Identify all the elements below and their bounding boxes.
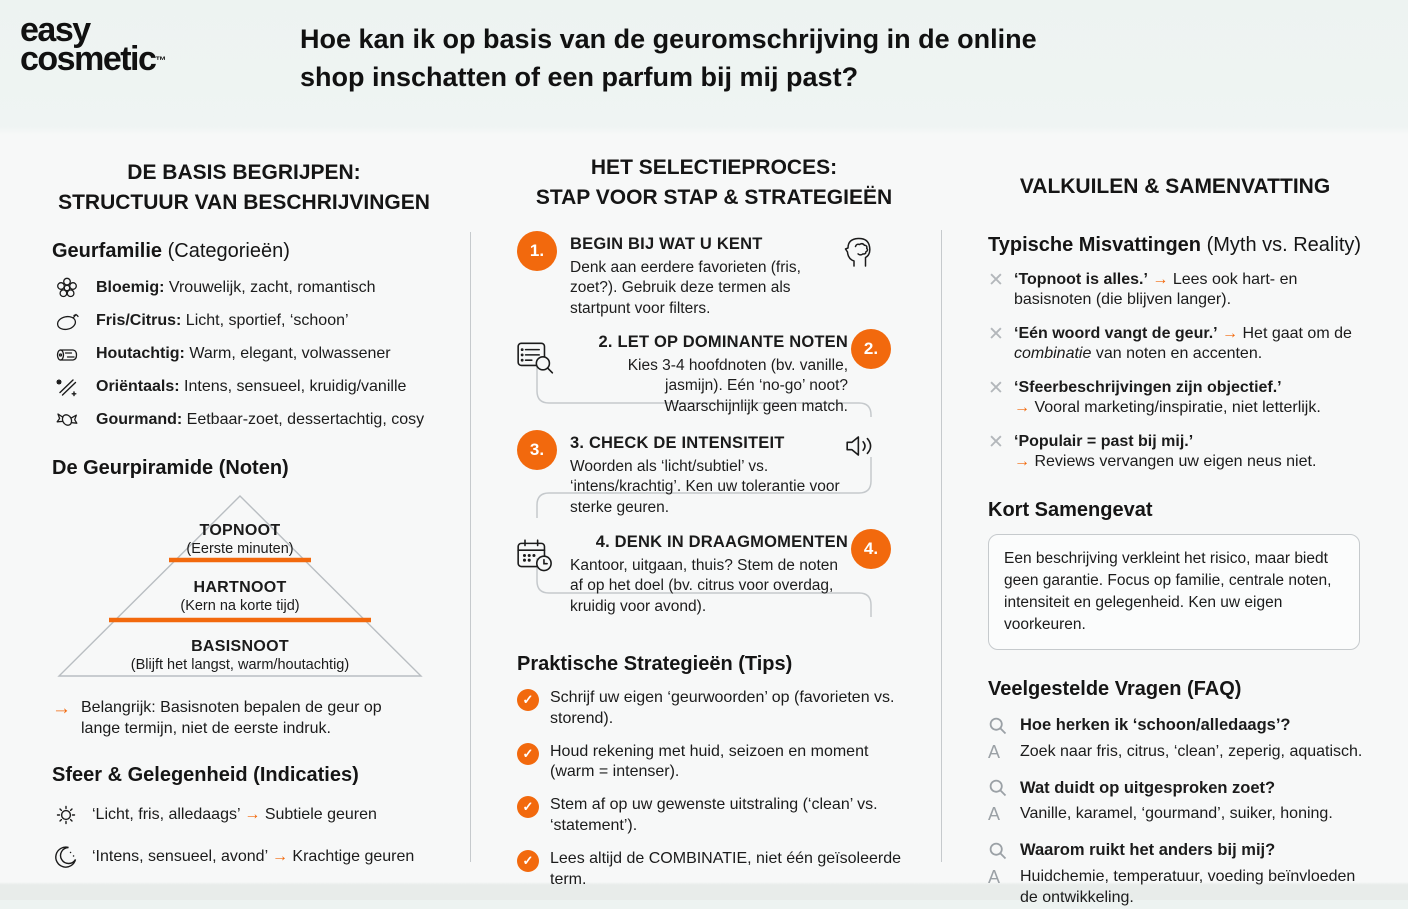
pyramid-base-label: BASISNOOT bbox=[191, 638, 289, 656]
check-icon: ✓ bbox=[517, 743, 539, 765]
list-item bbox=[988, 432, 1370, 473]
list-item bbox=[517, 795, 912, 837]
families-title bbox=[52, 240, 458, 263]
step-1-title: BEGIN BIJ WAT U KENT bbox=[570, 235, 763, 254]
families-title-rest: (Categorieën) bbox=[162, 240, 290, 263]
list-item bbox=[54, 275, 458, 301]
x-icon: ✕ bbox=[988, 270, 1004, 292]
brain-icon bbox=[840, 233, 878, 271]
section-basics bbox=[30, 158, 458, 871]
flower-icon bbox=[54, 275, 84, 301]
list-item bbox=[52, 801, 458, 829]
check-icon: ✓ bbox=[517, 850, 539, 872]
check-icon: ✓ bbox=[517, 689, 539, 711]
tips-title: Praktische Strategieën (Tips) bbox=[517, 653, 793, 676]
log-icon bbox=[54, 341, 84, 367]
page-title bbox=[300, 20, 1200, 97]
families-list bbox=[54, 275, 458, 433]
page-title-line2: shop inschatten of een parfum bij mij past? bbox=[300, 62, 859, 93]
family-item-text: Oriëntaals: Intens, sensueel, kruidig/vanille bbox=[96, 378, 407, 396]
tip-text: Lees altijd de COMBINATIE, niet één geïsoleerde term. bbox=[550, 849, 901, 888]
step-3 bbox=[570, 434, 848, 518]
myth-text: ‘Sfeerbeschrijvingen zijn objectief.’ → Vooral marketing/inspiratie, niet letterlijk. bbox=[1014, 378, 1321, 417]
important-note bbox=[52, 698, 402, 740]
sfeer-item-text: ‘Licht, fris, alledaags’ → Subtiele geuren bbox=[92, 805, 377, 823]
family-item-text: Gourmand: Eetbaar-zoet, dessertachtig, cosy bbox=[96, 411, 425, 429]
sfeer-item-text: ‘Intens, sensueel, avond’ → Krachtige geuren bbox=[92, 847, 415, 865]
logo-line1: easy bbox=[20, 11, 90, 49]
step-4-title: 4. DENK IN DRAAGMOMENTEN bbox=[595, 533, 848, 552]
list-item bbox=[517, 849, 912, 891]
pyramid-base-sub: (Blijft het langst, warm/houtachtig) bbox=[130, 657, 350, 674]
summary-box: Een beschrijving verkleint het risico, maar biedt geen garantie. Focus op familie, centrale noten, intensiteit en gelegenheid. Ken uw eigen voorkeuren. bbox=[988, 534, 1360, 650]
answer-marker: A bbox=[988, 741, 1001, 762]
column-divider-right bbox=[941, 230, 942, 862]
candy-icon bbox=[54, 407, 84, 433]
list-item bbox=[54, 341, 458, 367]
faq-title: Veelgestelde Vragen (FAQ) bbox=[988, 677, 1242, 700]
step-3-number: 3. bbox=[517, 430, 557, 470]
x-icon: ✕ bbox=[988, 431, 1004, 453]
pyramid-mid-label: HARTNOOT bbox=[193, 579, 287, 597]
process-heading-line2: STAP VOOR STAP & STRATEGIEËN bbox=[535, 186, 893, 210]
list-item bbox=[54, 308, 458, 334]
x-icon: ✕ bbox=[988, 323, 1004, 345]
myths-title bbox=[988, 234, 1390, 257]
step-4 bbox=[570, 533, 848, 617]
step-4-text: Kantoor, uitgaan, thuis? Stem de noten af op het doel (bv. citrus voor overdag, kruidig voor avond). bbox=[570, 557, 838, 615]
step-3-text: Woorden als ‘licht/subtiel’ vs. ‘intens/krachtig’. Ken uw tolerantie voor sterke geuren. bbox=[570, 458, 840, 516]
list-item bbox=[988, 378, 1370, 419]
step-2 bbox=[570, 333, 848, 417]
important-note-text: Belangrijk: Basisnoten bepalen de geur op lange termijn, niet de eerste indruk. bbox=[81, 699, 382, 737]
list-item bbox=[988, 324, 1370, 365]
calendar-clock-icon bbox=[515, 537, 555, 575]
section-selection-process bbox=[488, 153, 940, 890]
list-item bbox=[54, 374, 458, 400]
x-icon: ✕ bbox=[988, 377, 1004, 399]
family-item-text: Fris/Citrus: Licht, sportief, ‘schoon’ bbox=[96, 312, 349, 330]
list-item bbox=[988, 270, 1370, 311]
tip-text: Houd rekening met huid, seizoen en moment (warm = intenser). bbox=[550, 742, 869, 781]
page-title-line1: Hoe kan ik op basis van de geuromschrijving in de online bbox=[300, 24, 1037, 54]
steps-flow bbox=[488, 231, 940, 633]
checklist-search-icon bbox=[515, 338, 555, 376]
moon-icon bbox=[52, 843, 82, 871]
tip-text: Schrijf uw eigen ‘geurwoorden’ op (favorieten vs. storend). bbox=[550, 689, 895, 727]
faq-answer: A Vanille, karamel, ‘gourmand’, suiker, honing. bbox=[988, 804, 1333, 825]
speaker-icon bbox=[844, 431, 878, 461]
magnifier-icon bbox=[988, 716, 1012, 736]
process-heading bbox=[488, 153, 940, 213]
faq-answer: A Huidchemie, temperatuur, voeding beïnvloeden de ontwikkeling. bbox=[988, 867, 1374, 909]
magnifier-icon bbox=[988, 778, 1012, 798]
myth-text: ‘Eén woord vangt de geur.’ → Het gaat om de combinatie van noten en accenten. bbox=[1014, 324, 1352, 363]
basics-heading-line2: STRUCTUUR VAN BESCHRIJVINGEN bbox=[58, 191, 430, 215]
step-1-text: Denk aan eerdere favorieten (fris, zoet?). Gebruik deze termen als startpunt voor filters. bbox=[570, 259, 801, 317]
list-item bbox=[517, 742, 912, 784]
pitfalls-heading: VALKUILEN & SAMENVATTING bbox=[1019, 175, 1331, 198]
spice-icon bbox=[54, 374, 84, 400]
pyramid-title: De Geurpiramide (Noten) bbox=[52, 457, 289, 480]
answer-marker: A bbox=[988, 866, 1001, 887]
pyramid-mid-sub: (Kern na korte tijd) bbox=[180, 598, 300, 615]
myth-text: ‘Populair = past bij mij.’ → Reviews vervangen uw eigen neus niet. bbox=[1014, 432, 1317, 471]
basics-heading bbox=[30, 158, 458, 218]
list-item bbox=[517, 688, 912, 730]
list-item bbox=[54, 407, 458, 433]
column-divider-left bbox=[470, 232, 471, 862]
tip-text: Stem af op uw gewenste uitstraling (‘clean’ vs. ‘statement’). bbox=[550, 796, 878, 835]
step-2-title: 2. LET OP DOMINANTE NOTEN bbox=[598, 333, 848, 352]
lemon-icon bbox=[54, 308, 84, 334]
arrow-right-icon: → bbox=[52, 698, 71, 720]
fragrance-pyramid bbox=[57, 494, 423, 678]
faq-question: Hoe herken ik ‘schoon/alledaags’? bbox=[988, 716, 1390, 736]
myths-title-rest: (Myth vs. Reality) bbox=[1201, 234, 1362, 257]
logo-trademark: ™ bbox=[155, 54, 167, 67]
myth-text: ‘Topnoot is alles.’ → Lees ook hart- en basisnoten (die blijven langer). bbox=[1014, 271, 1298, 309]
list-item bbox=[52, 843, 458, 871]
sun-icon bbox=[52, 801, 82, 829]
step-2-text: Kies 3-4 hoofdnoten (bv. vanille, jasmijn). Eén ‘no-go’ noot? Waarschijnlijk geen match. bbox=[627, 357, 848, 415]
process-heading-line1: HET SELECTIEPROCES: bbox=[590, 156, 838, 179]
easycosmetic-logo bbox=[20, 11, 167, 78]
step-3-title: 3. CHECK DE INTENSITEIT bbox=[570, 434, 785, 453]
myths-title-bold: Typische Misvattingen bbox=[988, 234, 1202, 257]
magnifier-icon bbox=[988, 841, 1012, 861]
basics-heading-line1: DE BASIS BEGRIJPEN: bbox=[127, 161, 361, 184]
step-2-number: 2. bbox=[851, 329, 891, 369]
family-item-text: Houtachtig: Warm, elegant, volwassener bbox=[96, 345, 391, 363]
summary-title: Kort Samengevat bbox=[988, 498, 1153, 521]
check-icon: ✓ bbox=[517, 796, 539, 818]
step-1-number: 1. bbox=[517, 231, 557, 271]
answer-marker: A bbox=[988, 804, 1001, 825]
logo-line2: cosmetic bbox=[20, 39, 156, 78]
sfeer-title: Sfeer & Gelegenheid (Indicaties) bbox=[52, 763, 359, 786]
section-pitfalls-summary bbox=[960, 172, 1390, 909]
family-item-text: Bloemig: Vrouwelijk, zacht, romantisch bbox=[96, 279, 376, 297]
pyramid-top-label: TOPNOOT bbox=[199, 522, 281, 540]
families-title-bold: Geurfamilie bbox=[52, 240, 163, 263]
faq-answer: A Zoek naar fris, citrus, ‘clean’, zeperig, aquatisch. bbox=[988, 741, 1363, 762]
step-1 bbox=[570, 235, 848, 319]
faq-question: Waarom ruikt het anders bij mij? bbox=[988, 841, 1390, 861]
faq-question: Wat duidt op uitgesproken zoet? bbox=[988, 778, 1390, 798]
pyramid-top-sub: (Eerste minuten) bbox=[186, 541, 294, 558]
step-4-number: 4. bbox=[851, 529, 891, 569]
